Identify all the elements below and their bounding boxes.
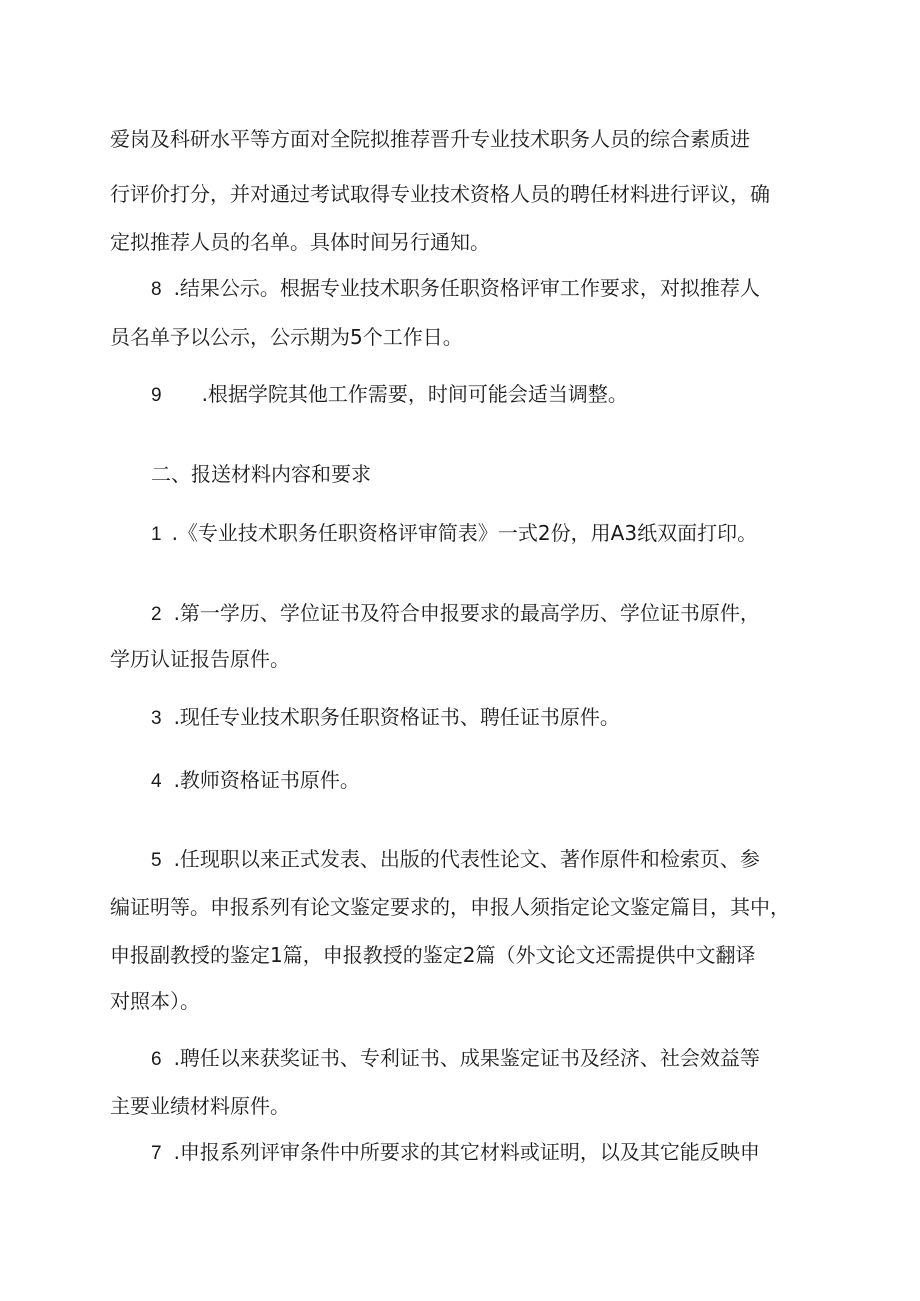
paragraph-line: 编证明等。申报系列有论文鉴定要求的，申报人须指定论文鉴定篇目，其中， bbox=[110, 895, 790, 919]
item-number: 7 bbox=[151, 1143, 162, 1164]
item-text: .根据学院其他工作需要，时间可能会适当调整。 bbox=[201, 382, 628, 406]
list-item-4 bbox=[151, 767, 360, 795]
item-number: 8 bbox=[151, 279, 162, 300]
item-number: 5 bbox=[151, 850, 162, 871]
item-text: .任现职以来正式发表、出版的代表性论文、著作原件和检索页、参 bbox=[173, 847, 760, 871]
list-item-3 bbox=[151, 704, 620, 732]
item-text: .聘任以来获奖证书、专利证书、成果鉴定证书及经济、社会效益等 bbox=[173, 1046, 760, 1070]
list-item-9 bbox=[151, 381, 628, 409]
item-number: 2 bbox=[151, 604, 162, 625]
list-item-7 bbox=[151, 1139, 760, 1167]
item-text: .现任专业技术职务任职资格证书、聘任证书原件。 bbox=[173, 705, 620, 729]
list-item-5 bbox=[151, 846, 760, 874]
paragraph-line: 行评价打分，并对通过考试取得专业技术资格人员的聘任材料进行评议，确 bbox=[110, 182, 770, 206]
item-text: .教师资格证书原件。 bbox=[173, 768, 360, 792]
list-item-8 bbox=[151, 275, 760, 303]
list-item-1 bbox=[151, 520, 757, 548]
item-text: .申报系列评审条件中所要求的其它材料或证明，以及其它能反映申 bbox=[173, 1140, 760, 1164]
item-number: 9 bbox=[151, 385, 162, 406]
section-heading: 二、报送材料内容和要求 bbox=[151, 462, 371, 486]
paragraph-line: 对照本）。 bbox=[110, 989, 200, 1013]
list-item-2 bbox=[151, 600, 760, 628]
paragraph-line: 学历认证报告原件。 bbox=[110, 647, 290, 671]
paragraph-line: 爱岗及科研水平等方面对全院拟推荐晋升专业技术职务人员的综合素质进 bbox=[110, 127, 750, 151]
item-text: .结果公示。根据专业技术职务任职资格评审工作要求，对拟推荐人 bbox=[173, 276, 760, 300]
paragraph-line: 申报副教授的鉴定1篇，申报教授的鉴定2篇（外文论文还需提供中文翻译 bbox=[110, 943, 756, 967]
item-number: 1 bbox=[151, 524, 162, 545]
item-number: 6 bbox=[151, 1049, 162, 1070]
paragraph-line: 员名单予以公示，公示期为5个工作日。 bbox=[110, 325, 463, 349]
item-number: 3 bbox=[151, 708, 162, 729]
paragraph-line: 主要业绩材料原件。 bbox=[110, 1094, 290, 1118]
item-number: 4 bbox=[151, 771, 162, 792]
item-text: .《专业技术职务任职资格评审简表》一式2份，用A3纸双面打印。 bbox=[171, 521, 758, 545]
list-item-6 bbox=[151, 1045, 760, 1073]
paragraph-line: 定拟推荐人员的名单。具体时间另行通知。 bbox=[110, 230, 490, 254]
item-text: .第一学历、学位证书及符合申报要求的最高学历、学位证书原件， bbox=[173, 601, 760, 625]
